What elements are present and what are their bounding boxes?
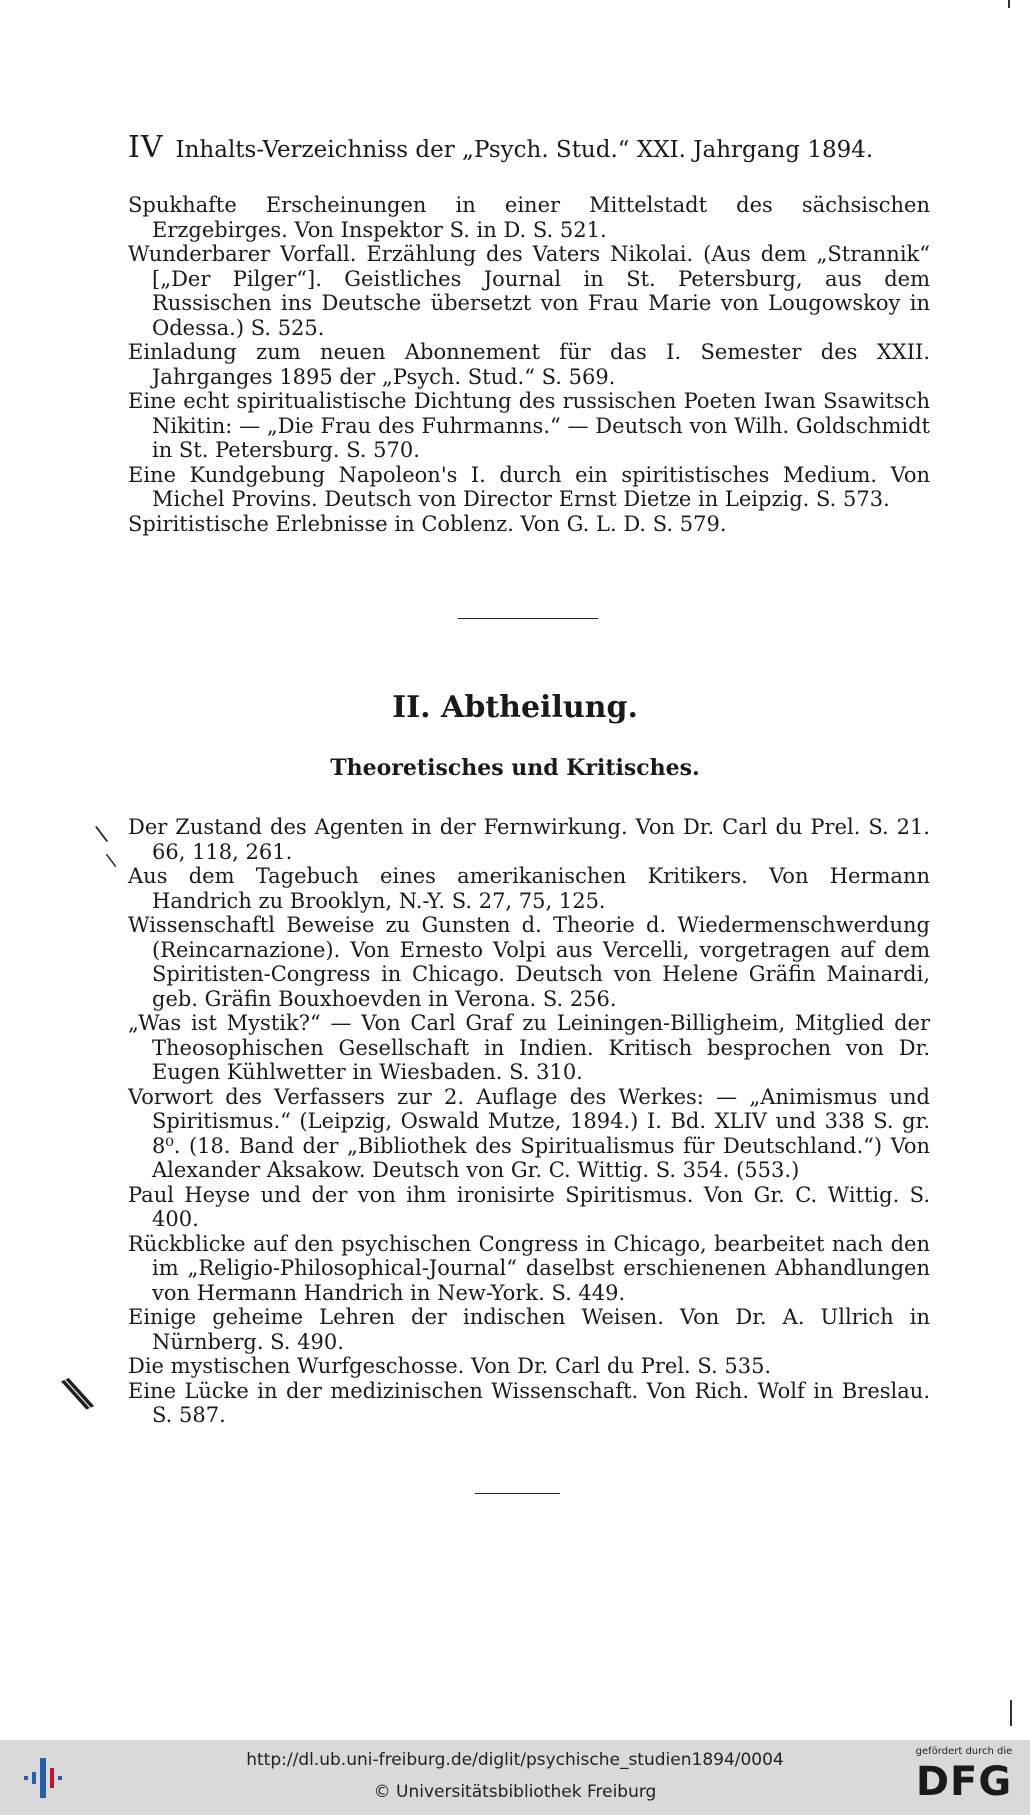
contents-entry: Die mystischen Wurfgeschosse. Von Dr. Carl du Prel. S. 535. (128, 1354, 772, 1378)
contents-entry: Eine Kundgebung Napoleon's I. durch ein spiritistisches Medium. Von Michel Provins. Deutsch von Director Ernst Dietze in Leipzig. S. 573. (128, 462, 930, 511)
contents-entry: Einladung zum neuen Abonnement für das I. Semester des XXII. Jahrganges 1895 der „Psych. Stud.“ S. 569. (128, 340, 930, 389)
viewer-footer (0, 1740, 1030, 1815)
margin-pencil-mark: \ (104, 849, 118, 872)
contents-entry: Eine Lücke in der medizinischen Wissenschaft. Von Rich. Wolf in Breslau. S. 587. (128, 1378, 930, 1427)
page-header (128, 130, 918, 165)
page-header-title: Inhalts-Verzeichniss der „Psych. Stud.“ XXI. Jahrgang 1894. (175, 137, 874, 163)
contents-entry: Vorwort des Verfassers zur 2. Auflage des Werkes: — „Animismus und Spiritismus.“ (Leipzig, Oswald Mutze, 1894.) I. Bd. XLIV und 338 S. gr. 8⁰. (18. Band der „Bibliothek des Spiritualismus für Deutschland.“) Von Alexander Aksakow. Deutsch von Gr. C. Wittig. S. 354. (553.) (128, 1084, 930, 1182)
margin-pencil-mark: \\ (57, 1370, 88, 1421)
funding-note: gefördert durch die (915, 1746, 1013, 1757)
contents-entry: Eine echt spiritualistische Dichtung des russischen Poeten Iwan Ssawitsch Nikitin: — „Die Frau des Fuhrmanns.“ — Deutsch von Wilh. Goldschmidt in St. Petersburg. S. 570. (128, 389, 930, 462)
contents-entry: „Was ist Mystik?“ — Von Carl Graf zu Leiningen-Billigheim, Mitglied der Theosophischen Gesellschaft in Indien. Kritisch besprochen von Dr. Eugen Kühlwetter in Wiesbaden. S. 310. (128, 1011, 930, 1084)
scan-edge-mark (1008, 0, 1010, 8)
contents-entry: Rückblicke auf den psychischen Congress in Chicago, bearbeitet nach den im „Religio-Philosophical-Journal“ daselbst erschienenen Abhandlungen von Hermann Handrich in New-York. S. 449. (128, 1231, 930, 1305)
end-divider (475, 1493, 560, 1494)
margin-edge-mark (1010, 1700, 1012, 1726)
contents-entry: Der Zustand des Agenten in der Fernwirkung. Von Dr. Carl du Prel. S. 21. 66, 118, 261. (128, 815, 930, 864)
contents-entry: Wunderbarer Vorfall. Erzählung des Vaters Nikolai. (Aus dem „Strannik“ [„Der Pilger“]. Geistliches Journal in St. Petersburg, aus dem Russischen ins Deutsche übersetzt von Frau Marie von Lougowskoy in Odessa.) S. 525. (128, 242, 930, 340)
contents-entry: Wissenschaftl Beweise zu Gunsten d. Theorie d. Wiedermenschwerdung (Reincarnazione). Von Ernesto Volpi aus Vercelli, vorgetragen auf dem Spiritisten-Congress in Chicago. Deutsch von Helene Gräfin Mainardi, geb. Gräfin Bouxhoevden in Verona. S. 256. (128, 913, 930, 1011)
margin-pencil-mark: \ (93, 821, 110, 848)
section-subtitle: Theoretisches und Kritisches. (330, 755, 700, 781)
document-url-link[interactable]: http://dl.ub.uni-freiburg.de/diglit/psychische_studien1894/0004 (246, 1750, 784, 1770)
section-divider (458, 618, 598, 619)
contents-entry: Spiritistische Erlebnisse in Coblenz. Von G. L. D. S. 579. (128, 511, 727, 536)
copyright-text: © Universitätsbibliothek Freiburg (373, 1782, 657, 1802)
contents-entry: Spukhafte Erscheinungen in einer Mittelstadt des sächsischen Erzgebirges. Von Inspektor S. in D. S. 521. (128, 193, 930, 242)
section-title: II. Abtheilung. (392, 690, 638, 725)
contents-entry: Paul Heyse und der von ihm ironisirte Spiritismus. Von Gr. C. Wittig. S. 400. (128, 1182, 930, 1231)
page-numeral: IV (128, 130, 164, 165)
dfg-logo: DFG (915, 1759, 1013, 1805)
contents-entry: Aus dem Tagebuch eines amerikanischen Kritikers. Von Hermann Handrich zu Brooklyn, N.-Y. S. 27, 75, 125. (128, 864, 930, 913)
contents-list-part-1 (128, 193, 930, 536)
contents-entry: Einige geheime Lehren der indischen Weisen. Von Dr. A. Ullrich in Nürnberg. S. 490. (128, 1305, 930, 1354)
contents-list-part-2 (128, 815, 930, 1428)
